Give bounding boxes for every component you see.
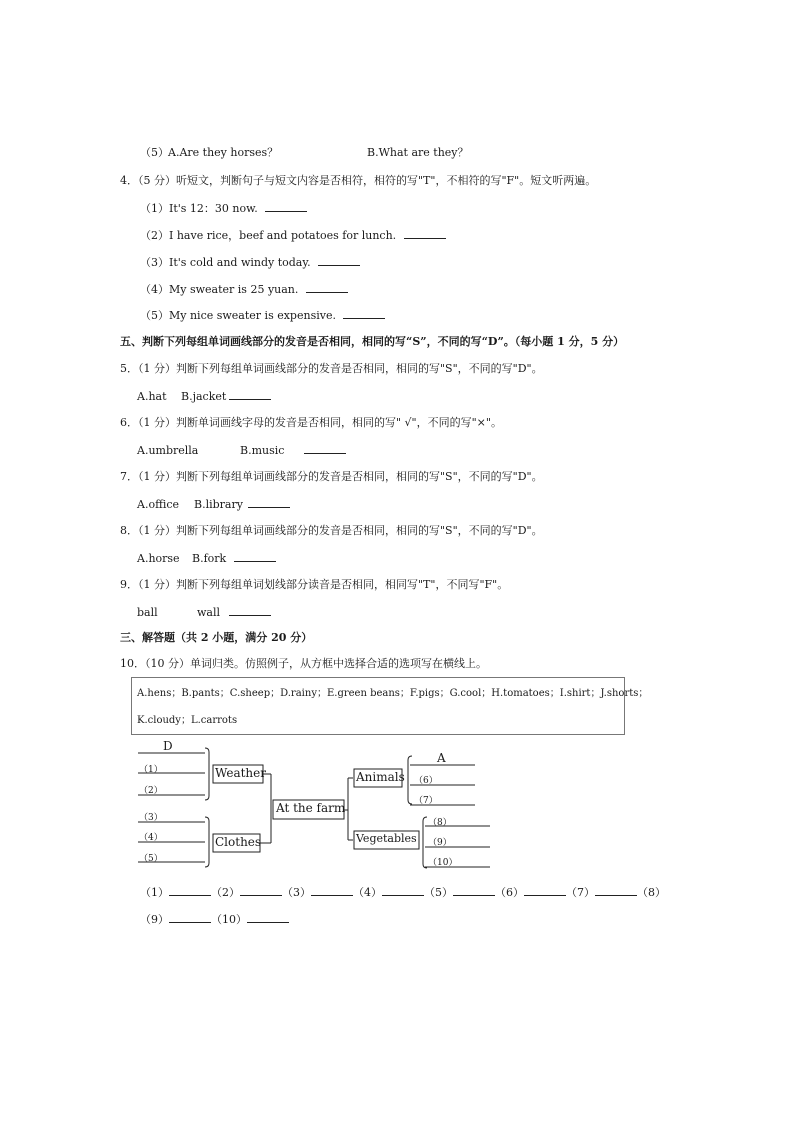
answer-blank[interactable]: [169, 885, 211, 896]
q9-options: ball wall: [137, 605, 271, 620]
blank-label: （4）: [139, 833, 163, 843]
answer-blank[interactable]: [453, 885, 495, 896]
q6-options: A.umbrella B.music: [137, 443, 346, 458]
word-bank-line-1: A.hens；B.pants；C.sheep；D.rainy；E.green beans；F.pigs；G.cool；H.tomatoes；I.shirt；J.shorts；: [137, 688, 649, 699]
q7-stem: 7．（1 分）判断下列每组单词画线部分的发音是否相同，相同的写"S"，不同的写"D"。: [120, 470, 543, 483]
q5-stem: 5．（1 分）判断下列每组单词画线部分的发音是否相同，相同的写"S"，不同的写"D"。: [120, 362, 543, 375]
q8-options: A.horse B.fork: [137, 551, 276, 566]
blank-label: （3）: [139, 813, 163, 823]
answer-blank[interactable]: [240, 885, 282, 896]
blank-label: （5）: [139, 854, 163, 864]
category-vegetables: Vegetables: [356, 832, 417, 845]
blank-label: （9）: [428, 838, 452, 848]
answer-blank[interactable]: [524, 885, 566, 896]
category-weather: Weather: [215, 766, 266, 780]
q4-item-1: （1）It's 12：30 now.: [140, 201, 307, 216]
q4-item-5: （5）My nice sweater is expensive.: [140, 308, 385, 323]
q8-stem: 8．（1 分）判断下列每组单词画线部分的发音是否相同，相同的写"S"，不同的写"D"。: [120, 524, 543, 537]
blank-label: （7）: [414, 796, 438, 806]
q6-stem: 6．（1 分）判断单词画线字母的发音是否相同，相同的写" √"，不同的写"×"。: [120, 416, 502, 429]
category-center: At the farm: [276, 801, 346, 815]
blank-label: （10）: [428, 858, 458, 868]
answer-row-2: （9） （10）: [140, 912, 289, 927]
q9-stem: 9．（1 分）判断下列每组单词划线部分读音是否相同，相同写"T"，不同写"F"。: [120, 578, 509, 591]
section-title: 三、解答题（共 2 小题，满分 20 分）: [120, 631, 313, 644]
blank-label: （8）: [428, 818, 452, 828]
blank-label: （1）: [139, 765, 163, 775]
q4-item-4: （4）My sweater is 25 yuan.: [140, 282, 348, 297]
answer-blank[interactable]: [311, 885, 353, 896]
example-answer-weather: D: [163, 739, 173, 753]
answer-blank[interactable]: [169, 912, 211, 923]
blank-label: （6）: [414, 776, 438, 786]
section-title: 五、判断下列每组单词画线部分的发音是否相同，相同的写“S”，不同的写“D”。（每小题 1 分，5 分）: [120, 335, 625, 348]
word-bank-line-2: K.cloudy；L.carrots: [137, 715, 238, 726]
q3-5-number: （5）: [140, 146, 169, 159]
answer-blank[interactable]: [247, 912, 289, 923]
example-answer-animals: A: [437, 751, 446, 765]
q7-options: A.office B.library: [137, 497, 290, 512]
q3-5-option-a: A.Are they horses？: [168, 146, 279, 159]
q4-item-2: （2）I have rice，beef and potatoes for lunch.: [140, 228, 446, 243]
q3-5-option-b: B.What are they？: [367, 146, 469, 159]
q4-item-3: （3）It's cold and windy today.: [140, 255, 360, 270]
answer-blank[interactable]: [595, 885, 637, 896]
blank-label: （2）: [139, 786, 163, 796]
answer-blank[interactable]: [382, 885, 424, 896]
q5-options: A.hat B.jacket: [137, 389, 271, 404]
q4-stem: 4．（5 分）听短文，判断句子与短文内容是否相符，相符的写"T"，不相符的写"F"。短文听两遍。: [120, 174, 597, 187]
answer-row-1: （1） （2） （3） （4） （5） （6） （7） （8）: [140, 886, 666, 899]
q10-stem: 10．（10 分）单词归类。仿照例子，从方框中选择合适的选项写在横线上。: [120, 657, 487, 670]
category-clothes: Clothes: [215, 835, 262, 849]
category-animals: Animals: [356, 770, 405, 784]
